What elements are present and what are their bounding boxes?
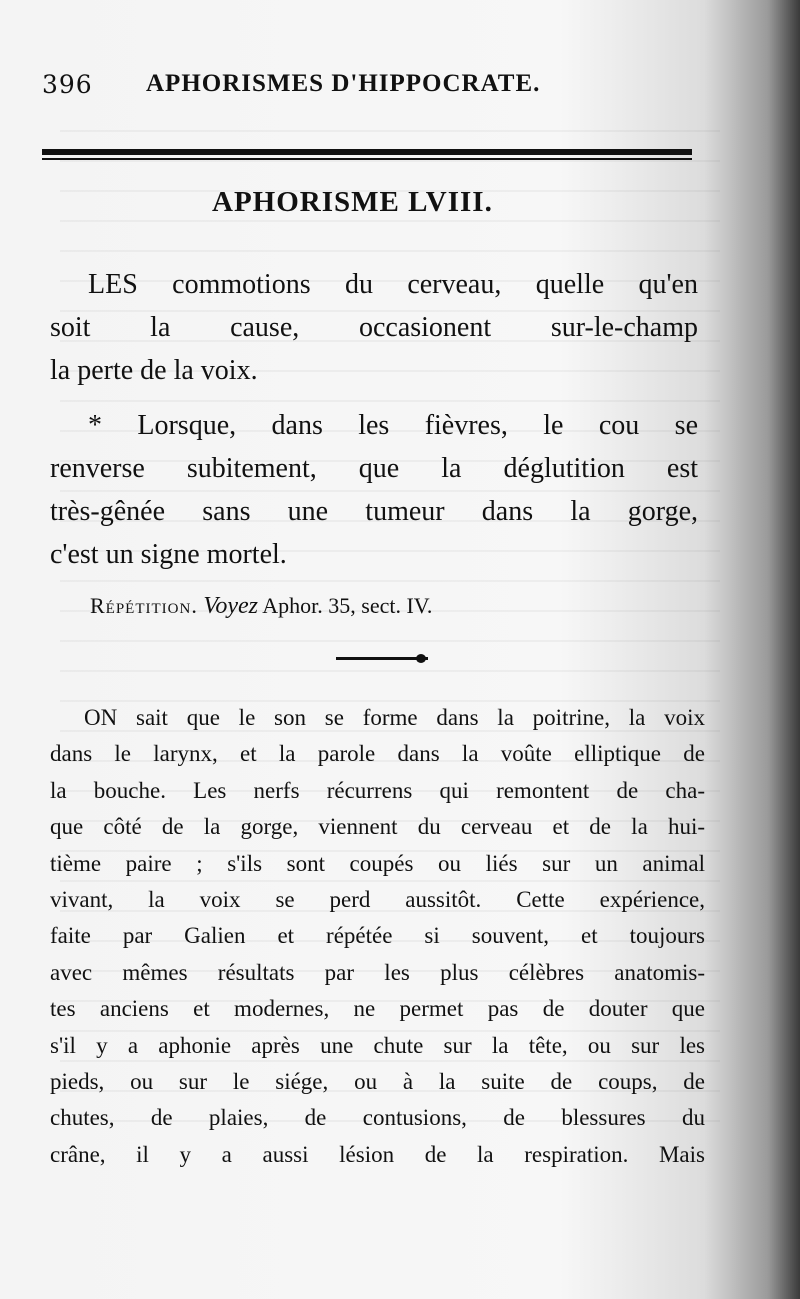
header-rule-thick — [42, 149, 692, 155]
aphorism-title: APHORISME LVIII. — [212, 186, 493, 218]
repetition-label: Répétition. — [90, 593, 198, 618]
commentary-line: s'il y a aphonie après une chute sur la tête, ou sur les — [50, 1032, 705, 1058]
commentary-line: pieds, ou sur le siége, ou à la suite de coups, de — [50, 1068, 705, 1094]
voyez-word: Voyez — [203, 593, 258, 619]
aphorism-paragraph-1 — [50, 263, 698, 392]
text-line: soit la cause, occasionent sur-le-champ — [50, 312, 698, 343]
repetition-reference: Aphor. 35, sect. IV. — [262, 593, 433, 618]
aphorism-paragraph-2 — [50, 404, 698, 576]
repetition-note — [90, 593, 432, 620]
text-line: la perte de la voix. — [50, 355, 258, 386]
header-rule-thin — [42, 158, 692, 160]
commentary-line: crâne, il y a aussi lésion de la respiration. Mais — [50, 1141, 705, 1167]
commentary-line: tième paire ; s'ils sont coupés ou liés sur un animal — [50, 850, 705, 876]
text-line: * Lorsque, dans les fièvres, le cou se — [88, 410, 698, 441]
ornament-bar — [336, 657, 428, 660]
commentary-line: avec mêmes résultats par les plus célèbres anatomis- — [50, 959, 705, 985]
commentary-line: faite par Galien et répétée si souvent, et toujours — [50, 923, 705, 949]
commentary-line: la bouche. Les nerfs récurrens qui remontent de cha- — [50, 777, 705, 803]
commentary-line: chutes, de plaies, de contusions, de blessures du — [50, 1105, 705, 1131]
page-number: 396 — [42, 70, 93, 99]
ornament-dot — [416, 654, 426, 663]
commentary-line: tes anciens et modernes, ne permet pas de douter que — [50, 996, 705, 1022]
section-ornament — [336, 653, 428, 663]
commentary-paragraph — [50, 700, 705, 1173]
commentary-line: que côté de la gorge, viennent du cerveau et de la hui- — [50, 814, 705, 840]
text-line: très-gênée sans une tumeur dans la gorge, — [50, 496, 698, 527]
running-header — [42, 68, 702, 108]
text-line: c'est un signe mortel. — [50, 539, 287, 570]
commentary-line: dans le larynx, et la parole dans la voûte elliptique de — [50, 741, 705, 767]
commentary-line: vivant, la voix se perd aussitôt. Cette expérience, — [50, 886, 705, 912]
commentary-line: ON sait que le son se forme dans la poitrine, la voix — [84, 705, 705, 730]
running-title: APHORISMES D'HIPPOCRATE. — [146, 70, 541, 97]
text-line: LES commotions du cerveau, quelle qu'en — [88, 269, 698, 300]
text-line: renverse subitement, que la déglutition est — [50, 453, 698, 484]
